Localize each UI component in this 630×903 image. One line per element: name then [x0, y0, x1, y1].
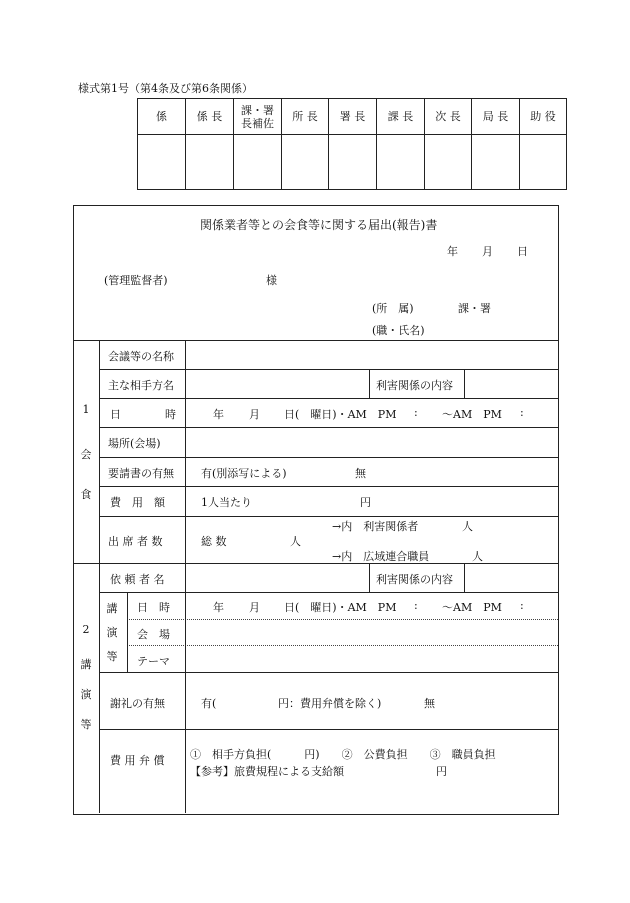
section2-char-2: 演: [80, 688, 92, 701]
section2-number: 2: [82, 623, 90, 636]
request-no: 無: [355, 467, 366, 480]
request-yes: 有(別添写による): [201, 467, 287, 480]
date-month: 月: [482, 245, 493, 258]
approval-stamp-cell-6[interactable]: [425, 135, 472, 190]
datetime-tilde-1: ～AM PM: [442, 408, 502, 421]
fee-no: 無: [424, 697, 435, 710]
datetime-colon-1: :: [414, 406, 418, 419]
cost-unit: 円: [360, 496, 371, 509]
request-doc-label: 要請書の有無: [108, 467, 174, 480]
approval-stamp-cell-7[interactable]: [472, 135, 520, 190]
conflict-label-1: 利害関係の内容: [376, 379, 453, 392]
requester-label: 依 頼 者 名: [110, 573, 165, 586]
approval-header-6: 次 長: [425, 99, 472, 135]
approval-stamp-cell-8[interactable]: [520, 135, 567, 190]
lecture-char-2: 演: [106, 626, 118, 639]
affiliation-suffix: 課・署: [458, 302, 491, 315]
lecture-datetime-label: 日 時: [137, 601, 170, 614]
addressee-label: (管理監督者): [104, 274, 168, 287]
fee-yes: 有(: [201, 697, 217, 710]
attendees-sub1-unit: 人: [462, 520, 473, 533]
report-form: [73, 205, 559, 815]
date-day: 日: [517, 245, 528, 258]
section1-char-1: 会: [80, 448, 92, 461]
approval-stamp-cell-0[interactable]: [138, 135, 186, 190]
form-number-label: 様式第1号（第4条及び第6条関係）: [78, 82, 253, 95]
lecture-theme-label: テーマ: [137, 655, 170, 668]
place-label: 場所(会場): [108, 437, 161, 450]
approval-header-3: 所 長: [282, 99, 329, 135]
approval-header-5: 課 長: [377, 99, 425, 135]
section1-number: 1: [82, 403, 90, 416]
approval-header-7: 局 長: [472, 99, 520, 135]
fee-yen: 円：費用弁償を除く): [278, 697, 382, 710]
attendees-label: 出 席 者 数: [108, 535, 163, 548]
section1-char-2: 食: [80, 488, 92, 501]
approval-stamp-cell-1[interactable]: [186, 135, 234, 190]
approval-stamp-cell-4[interactable]: [329, 135, 377, 190]
section2-char-3: 等: [80, 718, 92, 731]
lecture-char-1: 講: [106, 602, 118, 615]
datetime-month-1: 月: [249, 408, 260, 421]
approval-stamp-cell-3[interactable]: [282, 135, 329, 190]
cost-value: 1人当たり: [201, 496, 252, 509]
datetime-colon2-1: :: [520, 406, 524, 419]
approval-header-2: 課・署 長補佐: [234, 99, 282, 135]
attendees-sub2: →内 広域連合職員: [332, 550, 430, 563]
expense-options: ① 相手方負担( 円) ② 公費負担 ③ 職員負担: [190, 748, 496, 761]
counterpart-label: 主な相手方名: [108, 379, 174, 392]
date-year: 年: [447, 245, 458, 258]
form-title: 関係業者等との会食等に関する届出(報告)書: [200, 218, 438, 232]
approval-header-1: 係 長: [186, 99, 234, 135]
meeting-name-label: 会議等の名称: [108, 350, 174, 363]
datetime-day-1: 日( 曜日)・AM PM: [284, 408, 397, 421]
approval-stamp-cell-2[interactable]: [234, 135, 282, 190]
attendees-total-label: 総 数: [201, 535, 227, 548]
attendees-sub1: →内 利害関係者: [332, 520, 419, 533]
approval-stamp-cell-5[interactable]: [377, 135, 425, 190]
fee-label: 謝礼の有無: [110, 697, 165, 710]
cost-label: 費 用 額: [110, 496, 165, 509]
datetime-label-1: 日 時: [110, 408, 176, 421]
datetime-colon2-2: :: [520, 599, 524, 612]
name-label: (職・氏名): [372, 324, 425, 337]
approval-header-8: 助 役: [520, 99, 567, 135]
attendees-total-unit: 人: [290, 535, 301, 548]
approval-stamp-table: [137, 98, 567, 190]
addressee-honorific: 様: [266, 274, 277, 287]
datetime-day-2: 日( 曜日)・AM PM: [284, 601, 397, 614]
affiliation-label: (所 属): [372, 302, 414, 315]
reference-text: 【参考】旅費規程による支給額: [190, 765, 344, 778]
datetime-month-2: 月: [249, 601, 260, 614]
datetime-year-1: 年: [213, 408, 224, 421]
reference-unit: 円: [436, 765, 447, 778]
conflict-label-2: 利害関係の内容: [376, 573, 453, 586]
attendees-sub2-unit: 人: [472, 550, 483, 563]
approval-header-4: 署 長: [329, 99, 377, 135]
expense-label: 費 用 弁 償: [110, 754, 165, 767]
datetime-tilde-2: ～AM PM: [442, 601, 502, 614]
datetime-year-2: 年: [213, 601, 224, 614]
approval-header-0: 係: [138, 99, 186, 135]
datetime-colon-2: :: [414, 599, 418, 612]
section2-char-1: 講: [80, 658, 92, 671]
lecture-char-3: 等: [106, 650, 118, 663]
lecture-venue-label: 会 場: [137, 628, 170, 641]
